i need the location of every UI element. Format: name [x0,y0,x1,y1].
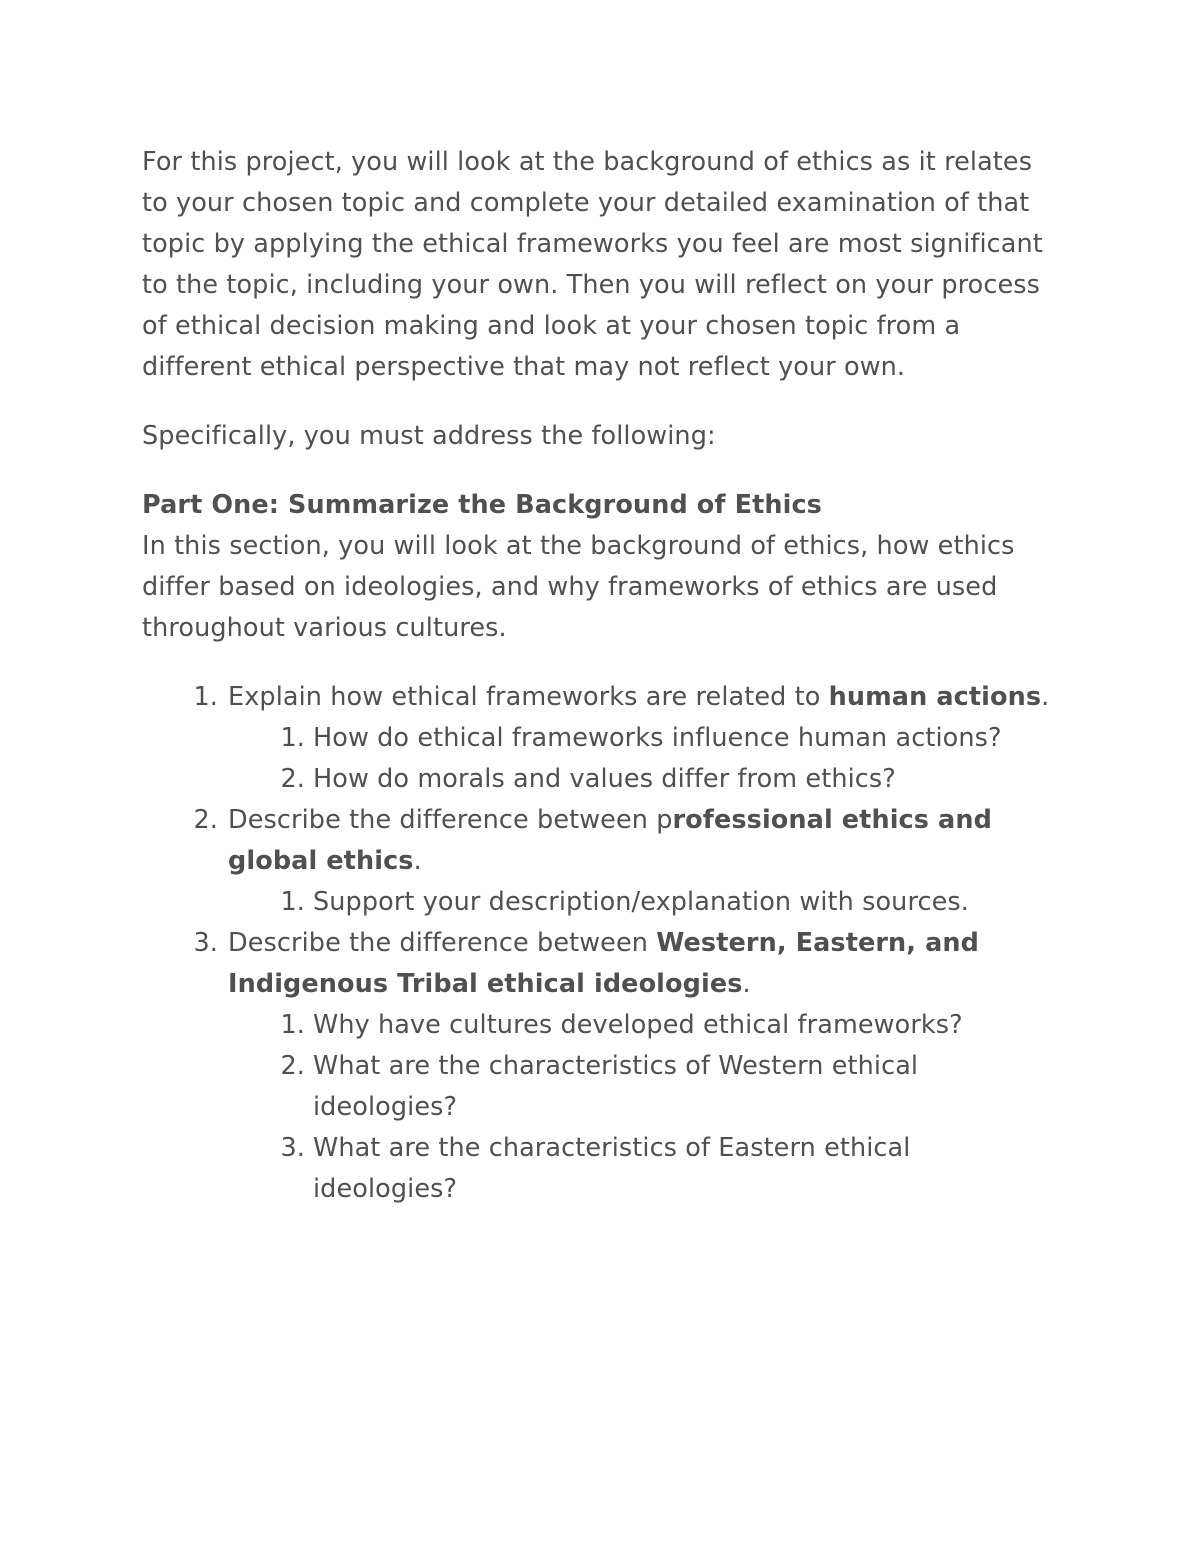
sub-list [228,1005,1062,1210]
item-text: Describe the difference between p [228,805,673,835]
list-item [142,677,1062,800]
item-text: Describe the difference between [228,928,657,958]
sub-list-item [228,759,1062,800]
sub-item-text: What are the characteristics of Western ethical ideologies? [313,1051,919,1122]
sub-list-item [228,1005,1062,1046]
item-bold-text: rofessional ethics and global ethics [228,805,992,876]
item-text: Explain how ethical frameworks are related to [228,682,829,712]
sub-list-item [228,718,1062,759]
sub-list-number: 2. [280,764,305,794]
sub-item-text: What are the characteristics of Eastern ethical ideologies? [313,1133,911,1204]
sub-item-text: How do morals and values differ from ethics? [313,764,896,794]
sub-item-text: Why have cultures developed ethical frameworks? [313,1010,963,1040]
intro-paragraph: For this project, you will look at the background of ethics as it relates to your chosen topic and complete your detailed examination of that topic by applying the ethical frameworks you feel are most significant to the topic, including your own. Then you will reflect on your process of ethical decision making and look at your chosen topic from a different ethical perspective that may not reflect your own. [142,147,1043,382]
sub-list [228,718,1062,800]
sub-list-item [228,882,1062,923]
requirements-list [142,677,1062,1210]
item-bold-text: human actions [828,682,1042,712]
sub-list-item [228,1128,1062,1210]
item-text-end: . [742,969,751,999]
sub-list-number: 3. [280,1133,305,1163]
sub-item-text: How do ethical frameworks influence human actions? [313,723,1002,753]
list-number: 1. [193,682,218,712]
list-item [142,800,1062,923]
sub-list-item [228,1046,1062,1128]
instructions-lead: Specifically, you must address the following: [142,421,716,451]
part-one-heading: Part One: Summarize the Background of Ethics [142,490,822,520]
list-item [142,923,1062,1210]
item-bold-text: Western, Eastern, and Indigenous Tribal ethical ideologies [228,928,979,999]
part-one-description: In this section, you will look at the background of ethics, how ethics differ based on ideologies, and why frameworks of ethics are used throughout various cultures. [142,531,1015,643]
sub-list-number: 1. [280,723,305,753]
list-number: 2. [193,805,218,835]
document-body [142,142,1062,1210]
list-number: 3. [193,928,218,958]
sub-list-number: 1. [280,887,305,917]
sub-item-text: Support your description/explanation with sources. [313,887,969,917]
sub-list [228,882,1062,923]
sub-list-number: 2. [280,1051,305,1081]
item-text-end: . [1041,682,1050,712]
item-text-end: . [413,846,422,876]
sub-list-number: 1. [280,1010,305,1040]
